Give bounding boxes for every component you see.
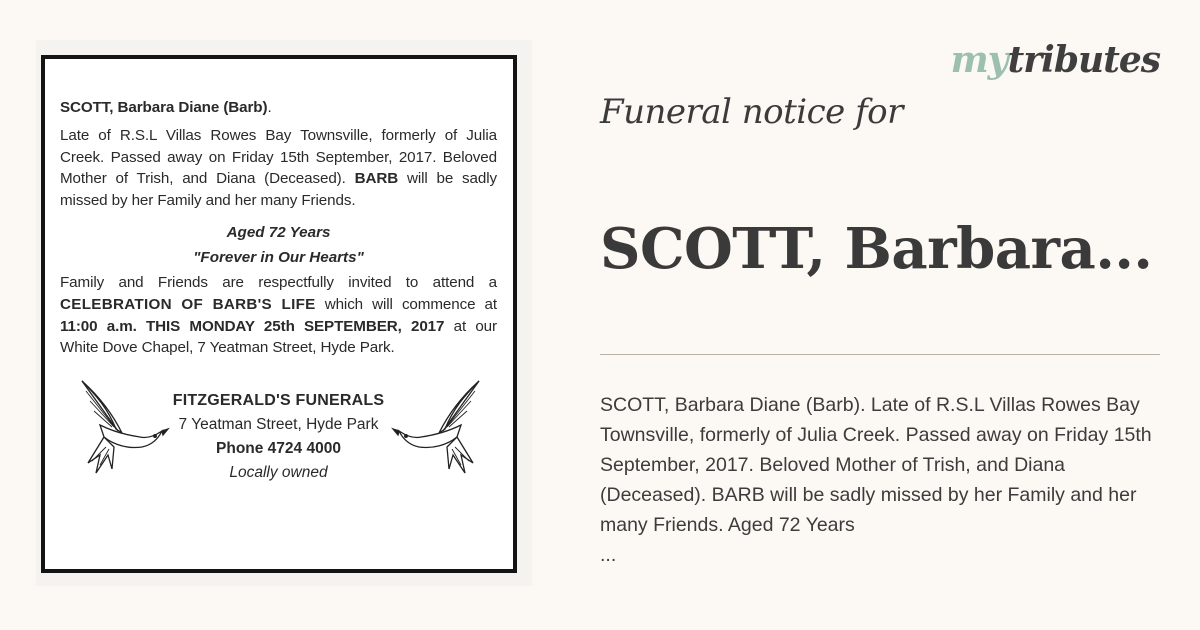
divider [600, 354, 1160, 355]
funeral-director-name: FITZGERALD'S FUNERALS [172, 392, 385, 410]
notice-heading: SCOTT, Barbara Diane (Barb). [60, 99, 272, 116]
funeral-director-phone: Phone 4724 4000 [216, 440, 341, 458]
funeral-director-owned: Locally owned [229, 464, 328, 482]
notice-name: SCOTT, Barbara Diane (Barb) [60, 99, 268, 116]
page-subtitle: Funeral notice for [600, 92, 903, 132]
excerpt-ellipsis: ... [600, 544, 617, 566]
notice-excerpt [600, 390, 1160, 570]
funeral-director-address: 7 Yeatman Street, Hyde Park [178, 416, 379, 434]
page-title: SCOTT, Barbara... [600, 216, 1153, 282]
dove-icon [391, 377, 483, 477]
mytributes-logo[interactable]: mytributes [950, 39, 1160, 81]
notice-paragraph-2: Family and Friends are respectfully invited to attend a CELEBRATION OF BARB'S LIFE which will commence at 11:00 a.m. THIS MONDAY 25th SEPTEMBER, 2017 at our White Dove Chapel, 7 Yeatman Street, Hyde Park. [60, 273, 497, 357]
funeral-director-block [60, 375, 497, 483]
excerpt-text: SCOTT, Barbara Diane (Barb). Late of R.S.L Villas Rowes Bay Townsville, formerly of Julia Creek. Passed away on Friday 15th September, 2017. Beloved Mother of Trish, and Diana (Deceased). BARB will be sadly missed by her Family and her many Friends. Aged 72 Years [600, 394, 1152, 536]
notice-quote: "Forever in Our Hearts" [193, 248, 364, 266]
dove-icon [78, 377, 170, 477]
notice-age: Aged 72 Years [226, 223, 331, 241]
notice-paragraph-1: Late of R.S.L Villas Rowes Bay Townsville, formerly of Julia Creek. Passed away on Friday 15th September, 2017. Beloved Mother of Trish, and Diana (Deceased). BARB will be sadly missed by her Family and her many Friends. [60, 126, 498, 210]
funeral-notice-image [41, 55, 517, 573]
